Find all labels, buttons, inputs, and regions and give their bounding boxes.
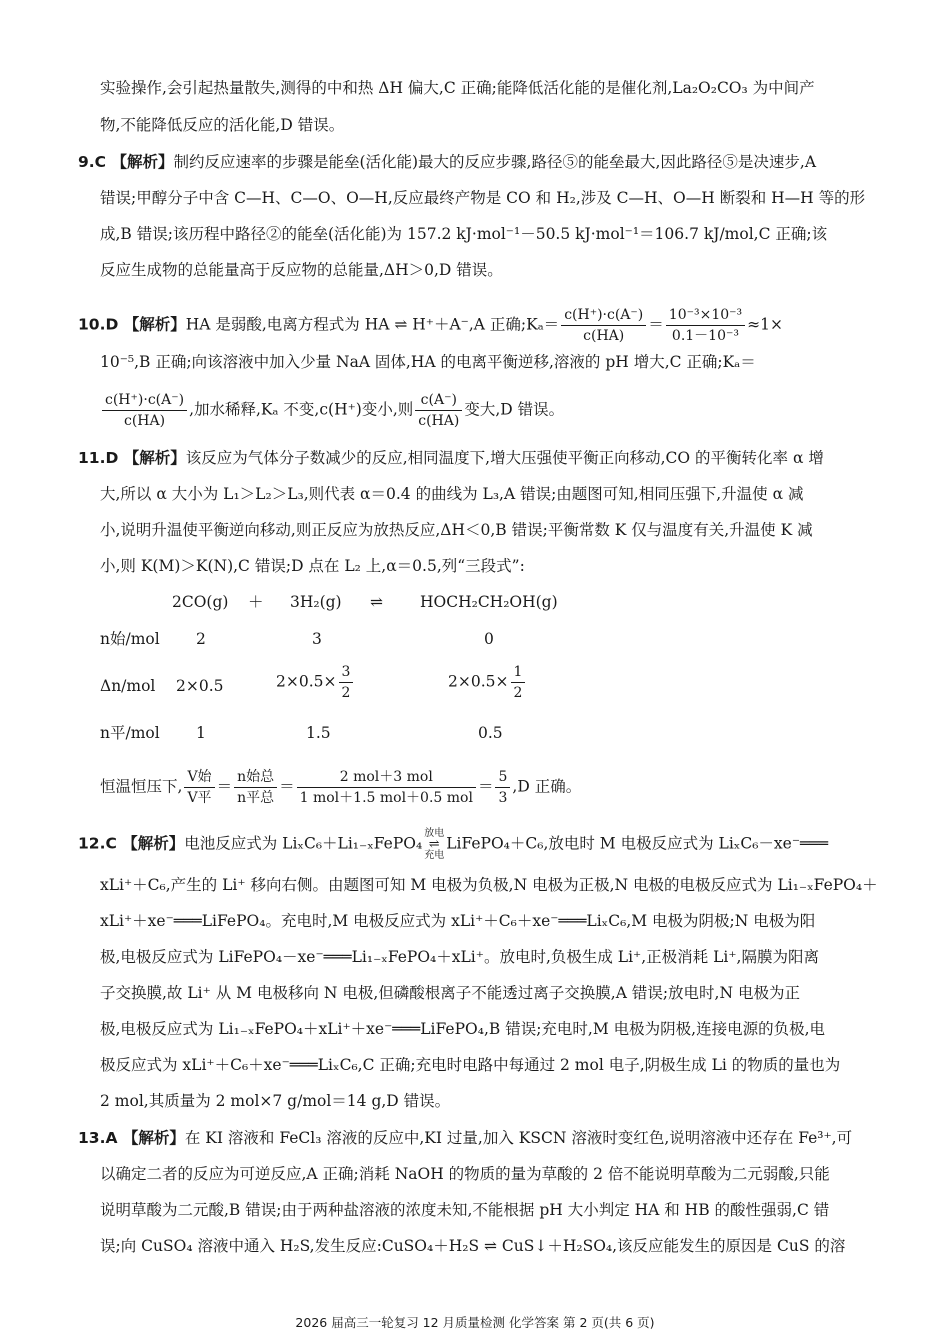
question-9-line-1: 9.C 【解析】制约反应速率的步骤是能垒(活化能)最大的反应步骤,路径⑤的能垒最大,因此路径⑤是决速步,A	[78, 153, 817, 171]
text-line: 物,不能降低反应的活化能,D 错误。	[100, 116, 345, 134]
table-cell: 2×0.5	[176, 677, 224, 695]
table-cell: 3	[312, 630, 322, 648]
page-footer: 2026 届高三一轮复习 12 月质量检测 化学答案 第 2 页(共 6 页)	[295, 1315, 655, 1330]
question-12-line-1: 12.C 【解析】电池反应式为 LiₓC₆＋Li₁₋ₓFePO₄放电 ⇌ 充电LiFePO₄＋C₆,放电时 M 电极反应式为 LiₓC₆－xe⁻═══	[78, 828, 829, 861]
text-line: 说明草酸为二元酸,B 错误;由于两种盐溶液的浓度未知,不能根据 pH 大小判定 HA 和 HB 的酸性强弱,C 错	[100, 1201, 830, 1219]
fraction: $\frac{1}{2}$	[511, 662, 526, 703]
question-13-line-1: 13.A 【解析】在 KI 溶液和 FeCl₃ 溶液的反应中,KI 过量,加入 KSCN 溶液时变红色,说明溶液中还存在 Fe³⁺,可	[78, 1129, 853, 1147]
text-line: 极,电极反应式为 Li₁₋ₓFePO₄＋xLi⁺＋xe⁻═══LiFePO₄,B 错误;充电时,M 电极为阴极,连接电源的负极,电	[100, 1020, 825, 1038]
text-line: 极反应式为 xLi⁺＋C₆＋xe⁻═══LiₓC₆,C 正确;充电时电路中每通过 2 mol 电子,阴极生成 Li 的物质的量也为	[100, 1056, 841, 1074]
text-line: xLi⁺＋xe⁻═══LiFePO₄。充电时,M 电极反应式为 xLi⁺＋C₆＋xe⁻═══LiₓC₆,M 电极为阴极;N 电极为阳	[100, 912, 816, 930]
table-row-label: Δn/mol	[100, 677, 156, 695]
table-cell: 2×0.5× $\frac{1}{2}$	[448, 662, 527, 703]
equation-term: 3H₂(g)	[290, 593, 342, 611]
equation-term: ＋	[248, 593, 264, 611]
text-line: 10⁻⁵,B 正确;向该溶液中加入少量 NaA 固体,HA 的电离平衡逆移,溶液的 pH 增大,C 正确;Kₐ＝	[100, 353, 756, 371]
question-10-line-3: $\frac{c(H^+)\cdot c(A^-)}{c(HA)}$ ,加水稀释,Kₐ 不变,c(H⁺)变小,则 $\frac{c(A^-)}{c(HA)}$ 变大,D 错误。	[100, 390, 872, 431]
fraction: $\frac{\text{2 mol＋3 mol}}{\text{1 mol＋1.5 mol＋0.5 mol}}$	[297, 767, 476, 808]
fraction: $\frac{c(A^-)}{c(HA)}$	[415, 390, 462, 431]
table-cell: 1	[196, 724, 206, 742]
table-row-label: n平/mol	[100, 724, 160, 742]
text-line: 小,说明升温使平衡逆向移动,则正反应为放热反应,ΔH＜0,B 错误;平衡常数 K 仅与温度有关,升温使 K 减	[100, 521, 813, 539]
text-line: 成,B 错误;该历程中路径②的能垒(活化能)为 157.2 kJ·mol⁻¹－50.5 kJ·mol⁻¹＝106.7 kJ/mol,C 正确;该	[100, 225, 828, 243]
table-cell: 1.5	[306, 724, 331, 742]
question-12-tag: 12.C 【解析】	[78, 834, 185, 853]
text-line: 2 mol,其质量为 2 mol×7 g/mol＝14 g,D 错误。	[100, 1092, 451, 1110]
text-line: 子交换膜,故 Li⁺ 从 M 电极移向 N 电极,但磷酸根离子不能透过离子交换膜,A 错误;放电时,N 电极为正	[100, 984, 800, 1002]
fraction: $\frac{c(H^+)\cdot c(A^-)}{c(HA)}$	[561, 305, 646, 346]
text-line: 实验操作,会引起热量散失,测得的中和热 ΔH 偏大,C 正确;能降低活化能的是催化剂,La₂O₂CO₃ 为中间产	[100, 79, 815, 97]
text-line: 小,则 K(M)＞K(N),C 错误;D 点在 L₂ 上,α＝0.5,列“三段式”:	[100, 557, 525, 575]
table-cell: 0	[484, 630, 494, 648]
equation-term: 2CO(g)	[172, 593, 229, 611]
question-11-tag: 11.D 【解析】	[78, 449, 186, 467]
text-line: 大,所以 α 大小为 L₁＞L₂＞L₃,则代表 α＝0.4 的曲线为 L₃,A 错误;由题图可知,相同压强下,升温使 α 减	[100, 485, 804, 503]
fraction: $\frac{3}{2}$	[339, 662, 354, 703]
text-line: 误;向 CuSO₄ 溶液中通入 H₂S,发生反应:CuSO₄＋H₂S ⇌ CuS↓＋H₂SO₄,该反应能发生的原因是 CuS 的溶	[100, 1237, 846, 1255]
table-row-label: n始/mol	[100, 630, 160, 648]
equilibrium-arrow: ⇌	[370, 593, 383, 611]
fraction: $\frac{\text{10⁻³×10⁻³}}{\text{0.1－10⁻³}}$	[666, 305, 745, 346]
question-13-tag: 13.A 【解析】	[78, 1129, 185, 1147]
fraction: $\frac{c(H^+)\cdot c(A^-)}{c(HA)}$	[102, 390, 187, 431]
table-cell: 2×0.5× $\frac{3}{2}$	[276, 662, 355, 703]
question-11-conclusion: 恒温恒压下, $\frac{\text{V始}}{\text{V平}}$ ＝ $\frac{\text{n始总}}{\text{n平总}}$ ＝ $\frac{\text{2 mol＋3 mol}}{\text{1 mol＋1.5 mol＋0.5 mol}}$ ＝ $\frac{5}{3}$ ,D 正确。	[100, 769, 582, 806]
text-line: 极,电极反应式为 LiFePO₄－xe⁻═══Li₁₋ₓFePO₄＋xLi⁺。放电时,负极生成 Li⁺,正极消耗 Li⁺,隔膜为阳离	[100, 948, 819, 966]
question-9-tag: 9.C 【解析】	[78, 153, 174, 171]
table-cell: 2	[196, 630, 206, 648]
table-cell: 0.5	[478, 724, 503, 742]
fraction: $\frac{\text{n始总}}{\text{n平总}}$	[234, 767, 277, 808]
text-line: 错误;甲醇分子中含 C—H、C—O、O—H,反应最终产物是 CO 和 H₂,涉及 C—H、O—H 断裂和 H—H 等的形	[100, 189, 866, 207]
fraction: $\frac{\text{V始}}{\text{V平}}$	[184, 767, 214, 808]
fraction: $\frac{5}{3}$	[495, 767, 510, 808]
reversible-arrow: 放电 ⇌ 充电	[424, 828, 445, 861]
text-line: 以确定二者的反应为可逆反应,A 正确;消耗 NaOH 的物质的量为草酸的 2 倍不能说明草酸为二元弱酸,只能	[100, 1165, 830, 1183]
text-line: 反应生成物的总能量高于反应物的总能量,ΔH＞0,D 错误。	[100, 261, 503, 279]
text-line: xLi⁺＋C₆,产生的 Li⁺ 移向右侧。由题图可知 M 电极为负极,N 电极为正极,N 电极的电极反应式为 Li₁₋ₓFePO₄＋	[100, 876, 878, 894]
question-10-tag: 10.D 【解析】	[78, 315, 186, 334]
question-11-line-1: 11.D 【解析】该反应为气体分子数减少的反应,相同温度下,增大压强使平衡正向移动,CO 的平衡转化率 α 增	[78, 449, 824, 467]
equation-term: HOCH₂CH₂OH(g)	[420, 593, 558, 611]
question-10-line-1: 10.D 【解析】HA 是弱酸,电离方程式为 HA ⇌ H⁺＋A⁻,A 正确;Kₐ＝ $\frac{c(H^+)\cdot c(A^-)}{c(HA)}$ ＝ $\frac{\text{10⁻³×10⁻³}}{\text{0.1－10⁻³}}$ ≈1×	[78, 307, 783, 344]
